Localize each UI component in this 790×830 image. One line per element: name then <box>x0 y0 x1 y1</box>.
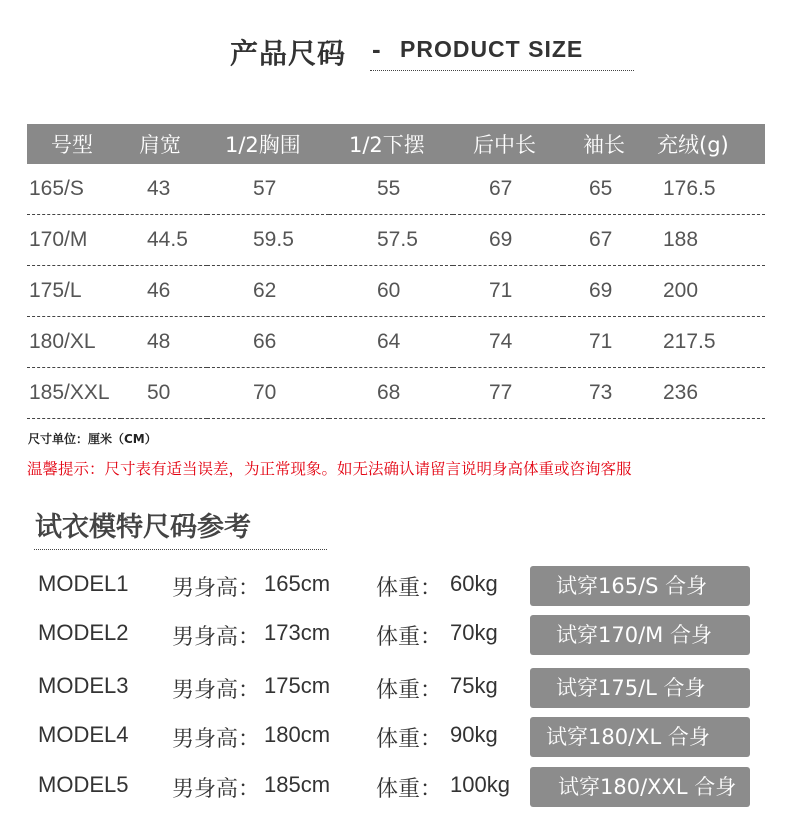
model-name: MODEL5 <box>38 772 129 797</box>
table-row <box>27 266 765 317</box>
weight-value: 75kg <box>450 673 498 698</box>
header-back-length: 后中长 <box>453 124 563 164</box>
fit-badge: 试穿180/XL 合身 <box>530 717 750 757</box>
header-chest: 1/2胸围 <box>207 124 329 164</box>
weight-value: 90kg <box>450 722 498 747</box>
cell-shoulder: 48 <box>121 317 207 368</box>
height-value: 173cm <box>264 620 331 645</box>
models-section-divider <box>34 549 327 550</box>
unit-note: 尺寸单位：厘米（CM） <box>28 432 157 446</box>
size-notice: 温馨提示：尺寸表有适当误差，为正常现象。如无法确认请留言说明身高体重或咨询客服 <box>27 460 632 478</box>
fit-badge: 试穿165/S 合身 <box>530 566 750 606</box>
cell-back-length: 71 <box>453 266 563 317</box>
cell-hem: 60 <box>329 266 453 317</box>
model-name: MODEL3 <box>38 673 129 698</box>
cell-size: 170/M <box>27 215 121 266</box>
model-row <box>0 566 790 606</box>
cell-chest: 59.5 <box>207 215 329 266</box>
weight-value: 100kg <box>450 772 510 797</box>
weight-value: 60kg <box>450 571 498 596</box>
cell-down-fill: 200 <box>651 266 765 317</box>
cell-sleeve: 69 <box>563 266 651 317</box>
cell-chest: 70 <box>207 368 329 419</box>
model-name: MODEL1 <box>38 571 129 596</box>
header-divider <box>370 70 634 71</box>
header-down-fill: 充绒(g) <box>651 124 765 164</box>
cell-chest: 62 <box>207 266 329 317</box>
cell-back-length: 77 <box>453 368 563 419</box>
height-value: 180cm <box>264 722 331 747</box>
height-value: 185cm <box>264 772 331 797</box>
cell-shoulder: 46 <box>121 266 207 317</box>
cell-shoulder: 50 <box>121 368 207 419</box>
cell-sleeve: 65 <box>563 164 651 215</box>
title-en: PRODUCT SIZE <box>400 36 584 62</box>
weight-label: 体重： <box>376 727 443 752</box>
cell-size: 165/S <box>27 164 121 215</box>
cell-size: 185/XXL <box>27 368 121 419</box>
model-row <box>0 767 790 807</box>
table-row <box>27 164 765 215</box>
cell-sleeve: 71 <box>563 317 651 368</box>
table-row <box>27 317 765 368</box>
cell-chest: 66 <box>207 317 329 368</box>
cell-down-fill: 217.5 <box>651 317 765 368</box>
cell-down-fill: 176.5 <box>651 164 765 215</box>
cell-hem: 68 <box>329 368 453 419</box>
cell-back-length: 69 <box>453 215 563 266</box>
cell-hem: 64 <box>329 317 453 368</box>
height-label: 男身高： <box>172 777 261 802</box>
weight-label: 体重： <box>376 625 443 650</box>
cell-size: 180/XL <box>27 317 121 368</box>
cell-down-fill: 236 <box>651 368 765 419</box>
height-label: 男身高： <box>172 576 261 601</box>
table-row <box>27 215 765 266</box>
table-row <box>27 368 765 419</box>
model-name: MODEL4 <box>38 722 129 747</box>
title-cn: 产品尺码 <box>230 37 347 70</box>
cell-shoulder: 44.5 <box>121 215 207 266</box>
header-sleeve: 袖长 <box>563 124 651 164</box>
cell-hem: 55 <box>329 164 453 215</box>
cell-shoulder: 43 <box>121 164 207 215</box>
model-row <box>0 717 790 757</box>
fit-badge: 试穿170/M 合身 <box>530 615 750 655</box>
title-dash: - <box>372 34 381 64</box>
cell-down-fill: 188 <box>651 215 765 266</box>
cell-sleeve: 73 <box>563 368 651 419</box>
model-name: MODEL2 <box>38 620 129 645</box>
weight-label: 体重： <box>376 576 443 601</box>
size-table-header-row <box>27 124 765 164</box>
weight-label: 体重： <box>376 777 443 802</box>
cell-hem: 57.5 <box>329 215 453 266</box>
cell-back-length: 67 <box>453 164 563 215</box>
size-table <box>27 124 765 419</box>
header-size: 号型 <box>27 124 121 164</box>
height-value: 165cm <box>264 571 331 596</box>
cell-back-length: 74 <box>453 317 563 368</box>
height-label: 男身高： <box>172 625 261 650</box>
cell-chest: 57 <box>207 164 329 215</box>
height-label: 男身高： <box>172 678 261 703</box>
models-section-title: 试衣模特尺码参考 <box>35 512 251 543</box>
fit-badge: 试穿180/XXL 合身 <box>530 767 750 807</box>
height-value: 175cm <box>264 673 331 698</box>
cell-sleeve: 67 <box>563 215 651 266</box>
weight-value: 70kg <box>450 620 498 645</box>
cell-size: 175/L <box>27 266 121 317</box>
header-hem: 1/2下摆 <box>329 124 453 164</box>
height-label: 男身高： <box>172 727 261 752</box>
model-row <box>0 668 790 708</box>
header-shoulder: 肩宽 <box>121 124 207 164</box>
fit-badge: 试穿175/L 合身 <box>530 668 750 708</box>
weight-label: 体重： <box>376 678 443 703</box>
model-row <box>0 615 790 655</box>
page-header <box>0 30 790 74</box>
